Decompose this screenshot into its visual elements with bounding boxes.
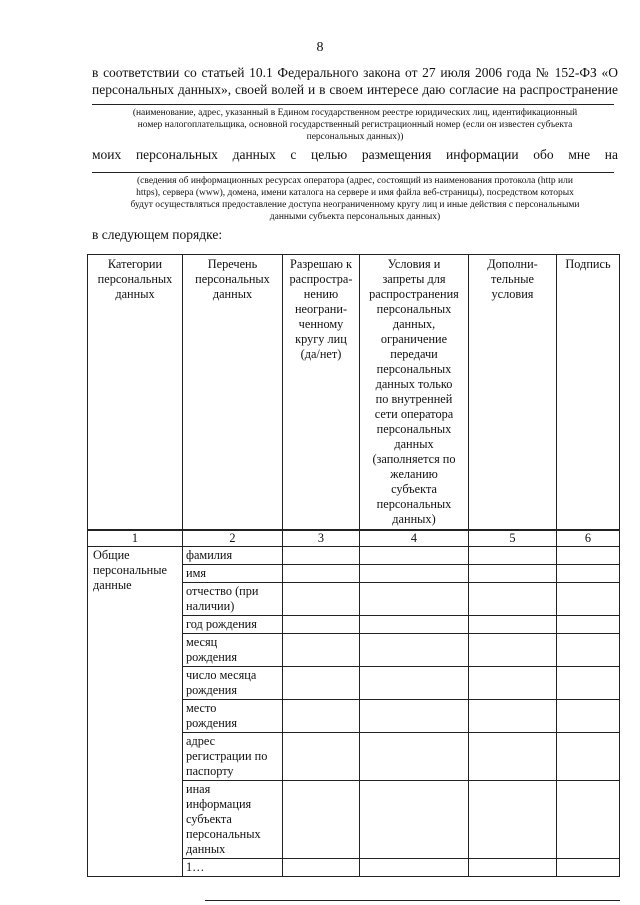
entry-cell[interactable] xyxy=(283,733,360,781)
intro-line-1: в соответствии со статьей 10.1 Федерального закона от 27 июля 2006 года № 152-ФЗ «О xyxy=(92,65,618,80)
data-item-cell: фамилия xyxy=(183,547,283,565)
header-signature: Подпись xyxy=(557,255,620,531)
intro-line-2: персональных данных», своей волей и в своем интересе даю согласие на распространение xyxy=(92,82,618,97)
entry-cell[interactable] xyxy=(557,733,620,781)
entry-cell[interactable] xyxy=(283,583,360,616)
purpose-word: размещения xyxy=(361,147,432,162)
entry-cell[interactable] xyxy=(360,667,469,700)
column-number: 1 xyxy=(88,530,183,547)
header-conditions: Условия и запреты для распространения персональных данных, ограничение передачи персональных данных только по внутренней сети оператора персональных данных (заполняется по желанию субъекта персональных данных) xyxy=(360,255,469,531)
bottom-rule xyxy=(205,900,620,901)
category-cell: Общие персональные данные xyxy=(88,547,183,877)
entry-cell[interactable] xyxy=(283,667,360,700)
resource-info-underline xyxy=(92,172,614,173)
entry-cell[interactable] xyxy=(557,667,620,700)
column-number: 3 xyxy=(283,530,360,547)
entry-cell[interactable] xyxy=(360,547,469,565)
entry-cell[interactable] xyxy=(557,547,620,565)
column-number: 4 xyxy=(360,530,469,547)
data-item-cell: имя xyxy=(183,565,283,583)
operator-caption: (наименование, адрес, указанный в Едином государственном реестре юридических лиц, идентификационный номер налогоплательщика, основной государственный регистрационный номер (если он известен субъекта персональных данных)) xyxy=(132,108,578,142)
entry-cell[interactable] xyxy=(557,565,620,583)
entry-cell[interactable] xyxy=(283,565,360,583)
entry-cell[interactable] xyxy=(557,634,620,667)
page-number: 8 xyxy=(316,40,324,55)
entry-cell[interactable] xyxy=(283,634,360,667)
purpose-word: на xyxy=(604,147,618,162)
entry-cell[interactable] xyxy=(557,781,620,859)
table-row xyxy=(88,547,620,565)
entry-cell[interactable] xyxy=(360,733,469,781)
entry-cell[interactable] xyxy=(283,547,360,565)
entry-cell[interactable] xyxy=(283,616,360,634)
column-number-row xyxy=(88,530,620,547)
column-number: 2 xyxy=(183,530,283,547)
resource-caption: (сведения об информационных ресурсах оператора (адрес, состоящий из наименования протокола (http или https), сервера (www), домена, имени каталога на сервере и имя файла веб-страницы), посредством которых будут осуществляться предоставление доступа неограниченному кругу лиц и иные действия с персональными данными субъекта персональных данных) xyxy=(130,176,580,222)
entry-cell[interactable] xyxy=(557,859,620,877)
entry-cell[interactable] xyxy=(360,583,469,616)
purpose-word: информации xyxy=(446,147,519,162)
entry-cell[interactable] xyxy=(557,616,620,634)
data-item-cell: адрес регистрации по паспорту xyxy=(183,733,283,781)
data-item-cell: год рождения xyxy=(183,616,283,634)
entry-cell[interactable] xyxy=(360,634,469,667)
data-item-cell: отчество (при наличии) xyxy=(183,583,283,616)
entry-cell[interactable] xyxy=(360,700,469,733)
entry-cell[interactable] xyxy=(469,733,557,781)
table-header-row xyxy=(88,255,620,531)
entry-cell[interactable] xyxy=(469,583,557,616)
entry-cell[interactable] xyxy=(283,781,360,859)
entry-cell[interactable] xyxy=(360,616,469,634)
entry-cell[interactable] xyxy=(469,547,557,565)
entry-cell[interactable] xyxy=(469,700,557,733)
entry-cell[interactable] xyxy=(557,583,620,616)
data-item-cell: число месяца рождения xyxy=(183,667,283,700)
data-item-cell: 1… xyxy=(183,859,283,877)
consent-table xyxy=(87,254,620,877)
purpose-word: с xyxy=(290,147,297,162)
operator-name-underline xyxy=(92,104,614,105)
entry-cell[interactable] xyxy=(469,634,557,667)
entry-cell[interactable] xyxy=(469,859,557,877)
header-additional: Дополни- тельные условия xyxy=(469,255,557,531)
purpose-word: обо xyxy=(533,147,554,162)
entry-cell[interactable] xyxy=(360,781,469,859)
entry-cell[interactable] xyxy=(469,781,557,859)
entry-cell[interactable] xyxy=(557,700,620,733)
header-data-list: Перечень персональных данных xyxy=(183,255,283,531)
entry-cell[interactable] xyxy=(469,667,557,700)
purpose-word: мне xyxy=(568,147,591,162)
header-permission: Разрешаю к распростра- нению неограни- ченному кругу лиц (да/нет) xyxy=(283,255,360,531)
purpose-word: моих xyxy=(92,147,122,162)
purpose-word: персональных xyxy=(135,147,218,162)
purpose-line xyxy=(92,146,618,163)
data-item-cell: иная информация субъекта персональных данных xyxy=(183,781,283,859)
entry-cell[interactable] xyxy=(360,565,469,583)
entry-cell[interactable] xyxy=(283,700,360,733)
entry-cell[interactable] xyxy=(360,859,469,877)
entry-cell[interactable] xyxy=(469,616,557,634)
header-categories: Категории персональных данных xyxy=(88,255,183,531)
column-number: 5 xyxy=(469,530,557,547)
data-item-cell: месяц рождения xyxy=(183,634,283,667)
entry-cell[interactable] xyxy=(283,859,360,877)
purpose-word: данных xyxy=(232,147,276,162)
data-item-cell: место рождения xyxy=(183,700,283,733)
entry-cell[interactable] xyxy=(469,565,557,583)
order-label: в следующем порядке: xyxy=(92,227,223,242)
column-number: 6 xyxy=(557,530,620,547)
purpose-word: целью xyxy=(311,147,348,162)
